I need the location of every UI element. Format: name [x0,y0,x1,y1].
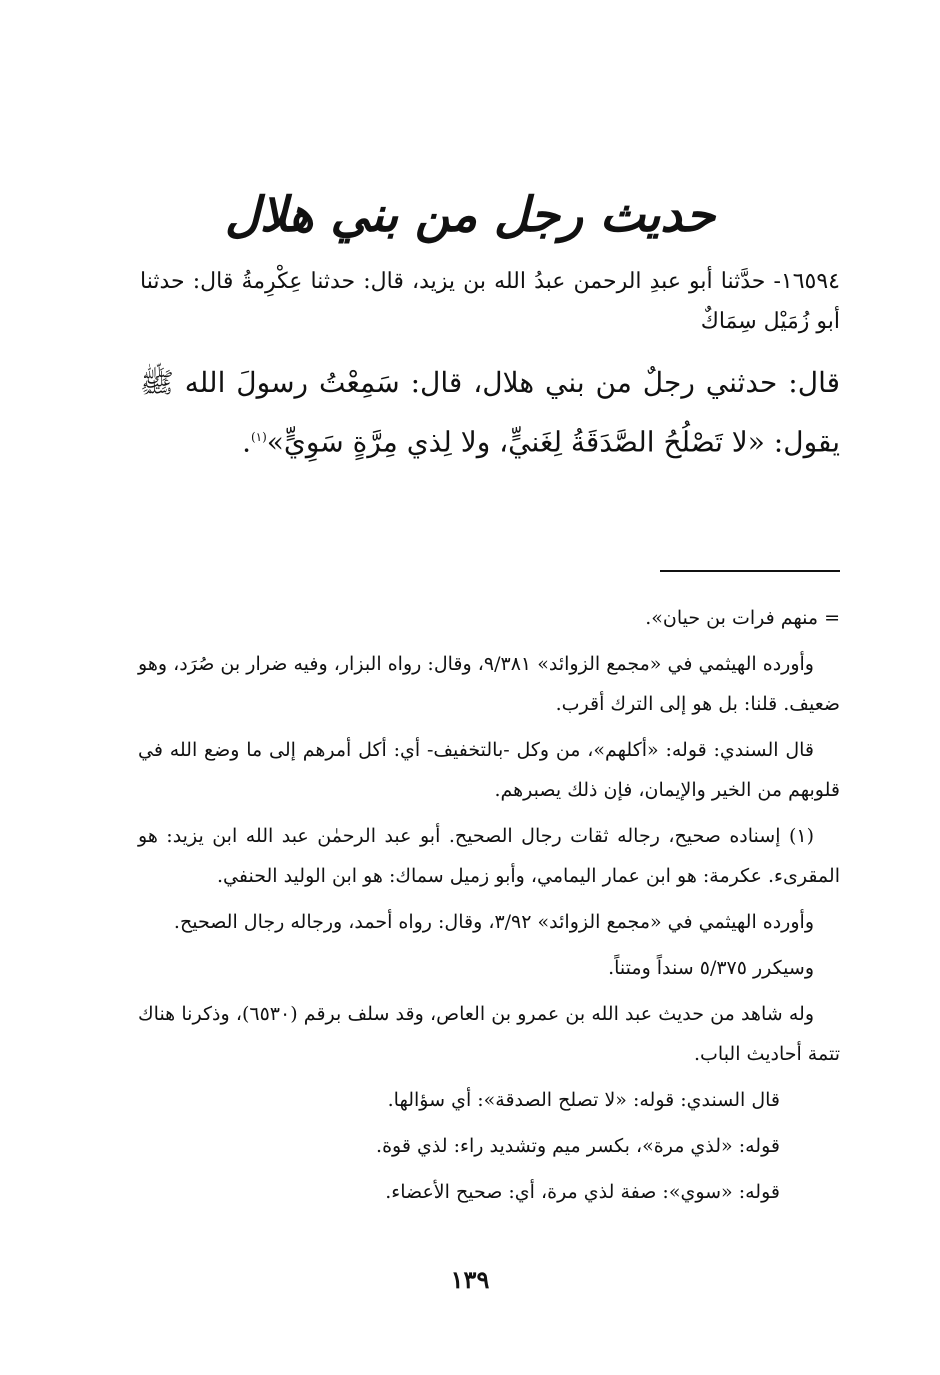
footnote-paragraph: وله شاهد من حديث عبد الله بن عمرو بن العاص، وقد سلف برقم (٦٥٣٠)، وذكرنا هناك تتمة أحاديث الباب. [138,1003,840,1065]
hadith-end-mark: . [242,425,251,459]
footnote-paragraph: قال السندي: قوله: «أكلهم»، من وكل -بالتخفيف- أي: أكل أمرهم إلى ما وضع الله في قلوبهم من الخير والإيمان، فإن ذلك يصبرهم. [138,739,840,801]
footnote-paragraph: قال السندي: قوله: «لا تصلح الصدقة»: أي سؤالها. [387,1089,780,1111]
footnote-reference-marker: (١) [250,430,267,444]
footnote-paragraph: وأورده الهيثمي في «مجمع الزوائد» ٩/٣٨١، وقال: رواه البزار، وفيه ضرار بن صُرَد، وهو ضعيف. قلنا: بل هو إلى الترك أقرب. [138,653,840,715]
footnote-paragraph: وأورده الهيثمي في «مجمع الزوائد» ٣/٩٢، وقال: رواه أحمد، ورجاله رجال الصحيح. [173,911,814,933]
footnote-paragraph: قوله: «لذي مرة»، بكسر ميم وتشديد راء: لذي قوة. [376,1135,780,1157]
page-number: ١٣٩ [450,1265,490,1294]
hadith-text-block [140,262,840,469]
footnotes-block [138,598,840,1212]
hadith-matn-paragraph [140,356,840,469]
hadith-isnad: ١٦٥٩٤- حدَّثنا أبو عبدِ الرحمن عبدُ الله بن يزيد، قال: حدثنا عِكْرِمةُ قال: حدثنا أبو زُمَيْل سِمَاكٌ [140,269,840,334]
footnote-paragraph: قوله: «سوي»: صفة لذي مرة، أي: صحيح الأعضاء. [385,1181,780,1203]
footnote-continuation: = منهم فرات بن حيان». [645,607,840,629]
hadith-section-title: حديث رجل من بني هلال [224,187,716,243]
footnote-1: (١) إسناده صحيح، رجاله ثقات رجال الصحيح. أبو عبد الرحمٰن عبد الله ابن يزيد: هو المقرىء. عكرمة: هو ابن عمار اليمامي، وأبو زميل سماك: هو ابن الوليد الحنفي. [138,825,840,887]
hadith-matn: قال: حدثني رجلٌ من بني هلال، قال: سَمِعْتُ رسولَ الله ﷺ يقول: «لا تَصْلُحُ الصَّدَقَةُ لِغَنيٍّ، ولا لِذي مِرَّةٍ سَوِيٍّ» [140,366,840,459]
footnote-separator-line [660,570,840,572]
footnote-paragraph: وسيكرر ٥/٣٧٥ سنداً ومتناً. [608,957,814,979]
